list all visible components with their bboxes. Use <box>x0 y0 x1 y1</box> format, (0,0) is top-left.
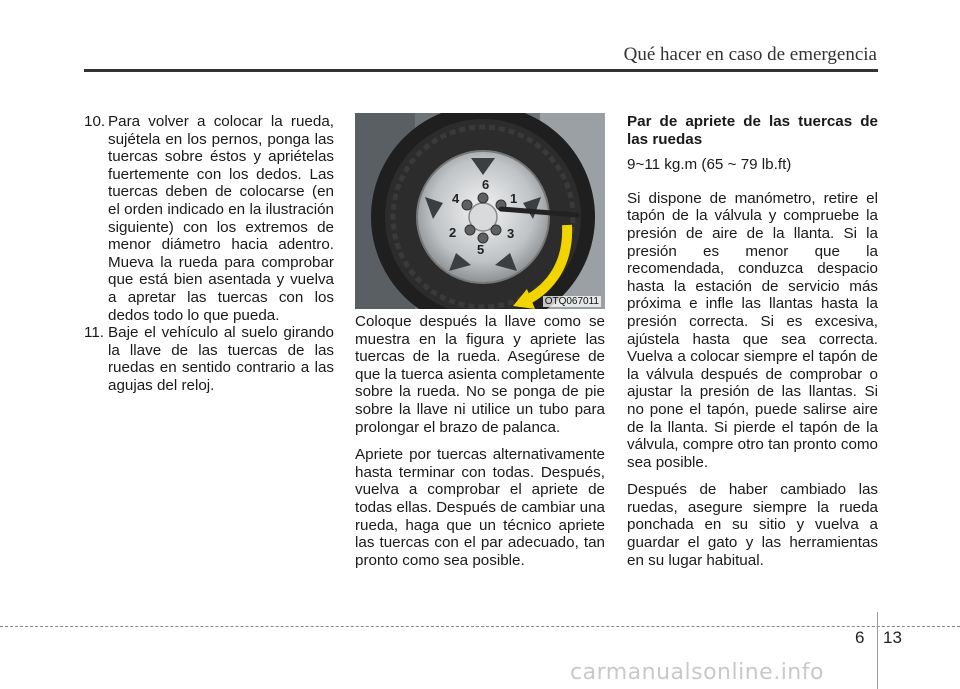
paragraph: Apriete por tuercas alternativamente hasta terminar con todas. Después, vuelva a comprobar el apriete de todas ellas. Después de cambiar una rueda, haga que un técnico apriete las tuercas con el par adecuado, tan pronto como sea posible. <box>355 446 605 569</box>
step-11 <box>84 324 334 394</box>
lug-label-2: 2 <box>449 225 457 240</box>
footer-rule <box>0 626 960 627</box>
paragraph: Si dispone de manómetro, retire el tapón de la válvula y compruebe la presión de aire de la llanta. Si la presión es menor que la recomendada, conduzca despacio hasta la estación de servicio más próxima e infle las llantas hasta la presión correcta. Si es excesiva, ajústela hasta que sea correcta. Vuelva a colocar siempre el tapón de la válvula después de comprobar o ajustar la presión de las llantas. Si no pone el tapón, puede salirse aire de la llanta. Si pierde el tapón de la válvula, compre otro tan pronto como sea posible. <box>627 189 878 471</box>
paragraph: Después de haber cambiado las ruedas, asegure siempre la rueda ponchada en su sitio y vuelva a guardar el gato y las herramientas en su lugar habitual. <box>627 481 878 569</box>
lug-label-3: 3 <box>507 226 515 241</box>
watermark: carmanualsonline.info <box>570 660 824 685</box>
steps-column <box>84 113 334 395</box>
section-title: Qué hacer en caso de emergencia <box>623 44 877 65</box>
wheel-illustration <box>355 113 605 309</box>
paragraph: Coloque después la llave como se muestra en la figura y apriete las tuercas de la rueda. Asegúrese de que la tuerca asienta completamente sobre la rueda. No se ponga de pie sobre la llave ni utilice un tubo para prolongar el brazo de palanca. <box>355 313 605 436</box>
figure-code: OTQ067011 <box>544 296 599 307</box>
step-text: Baje el vehículo al suelo girando la llave de las tuercas de las ruedas en sentido contrario a las agujas del reloj. <box>108 324 334 394</box>
step-text: Para volver a colocar la rueda, sujétela en los pernos, ponga las tuercas sobre éstos y apriételas fuertemente con los dedos. Las tuercas deben de colocarse (en el orden indicado en la ilustración siguiente) con los extremos de menor diámetro hacia adentro. Mueva la rueda para comprobar que está bien asentada y vuelva a apretar las tuercas con los dedos todo lo que pueda. <box>108 113 334 324</box>
right-column <box>627 113 878 579</box>
chapter-number: 6 <box>855 628 865 647</box>
lug-label-6: 6 <box>482 177 490 192</box>
footer-divider <box>877 612 878 689</box>
lug-label-4: 4 <box>452 191 460 206</box>
header-rule <box>84 69 878 72</box>
page-number: 13 <box>883 628 902 647</box>
lug-label-1: 1 <box>510 191 518 206</box>
wheel-drawing <box>355 113 605 309</box>
step-10 <box>84 113 334 324</box>
step-number: 10. <box>84 113 106 130</box>
middle-column <box>355 313 605 579</box>
torque-value: 9~11 kg.m (65 ~ 79 lb.ft) <box>627 156 792 174</box>
step-number: 11. <box>84 324 104 342</box>
torque-heading: Par de apriete de las tuercas de las ruedas <box>627 113 878 148</box>
lug-label-5: 5 <box>477 242 485 257</box>
